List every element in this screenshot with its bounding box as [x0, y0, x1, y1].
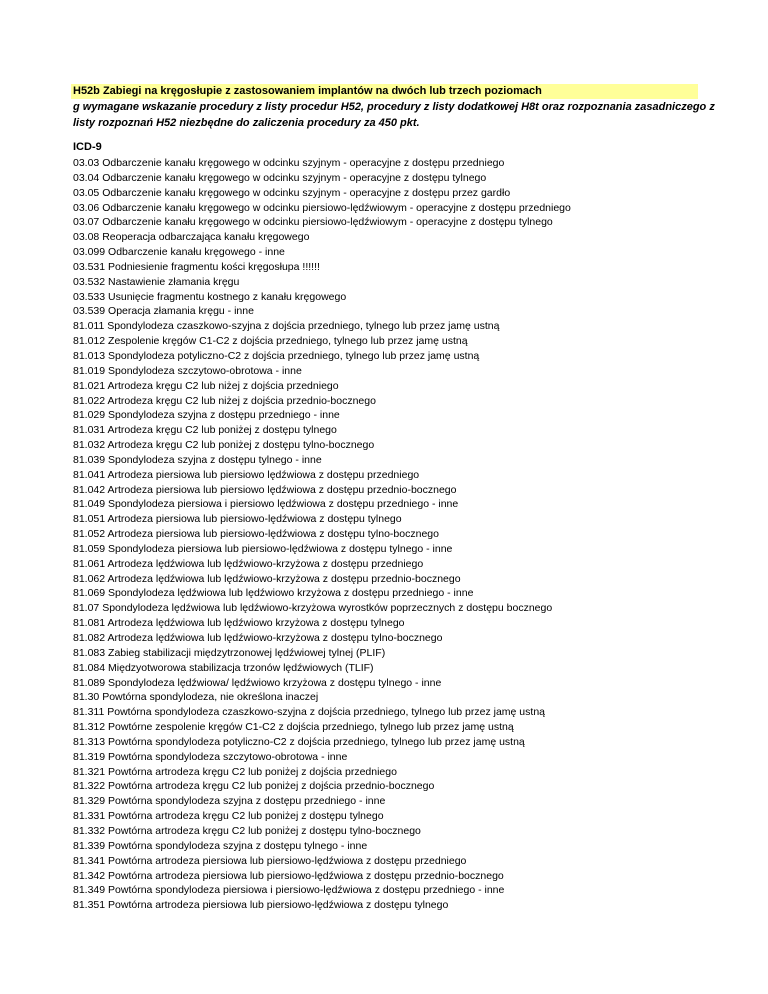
procedure-item: 03.05 Odbarczenie kanału kręgowego w odcinku szyjnym - operacyjne z dostępu przez gardło: [73, 186, 511, 199]
procedure-item: 81.022 Artrodeza kręgu C2 lub niżej z dojścia przednio-bocznego: [73, 394, 376, 407]
procedure-item: 81.042 Artrodeza piersiowa lub piersiowo lędźwiowa z dostępu przednio-bocznego: [73, 483, 457, 496]
procedure-item: 81.049 Spondylodeza piersiowa i piersiowo lędźwiowa z dostępu przedniego - inne: [73, 498, 459, 511]
procedure-item: 03.04 Odbarczenie kanału kręgowego w odcinku szyjnym - operacyjne z dostępu tylnego: [73, 171, 487, 184]
procedure-item: 81.059 Spondylodeza piersiowa lub piersiowo-lędźwiowa z dostępu tylnego - inne: [73, 542, 453, 555]
procedure-item: 81.089 Spondylodeza lędźwiowa/ lędźwiowo krzyżowa z dostępu tylnego - inne: [73, 676, 442, 689]
procedure-item: 81.021 Artrodeza kręgu C2 lub niżej z dojścia przedniego: [73, 379, 339, 392]
procedure-item: 81.041 Artrodeza piersiowa lub piersiowo lędźwiowa z dostępu przedniego: [73, 468, 420, 481]
document-title: H52b Zabiegi na kręgosłupie z zastosowaniem implantów na dwóch lub trzech poziomach: [71, 84, 698, 99]
procedure-list: [73, 156, 571, 913]
procedure-item: 81.07 Spondylodeza lędźwiowa lub lędźwiowo-krzyżowa wyrostków poprzecznych z dostępu bocznego: [73, 602, 553, 615]
procedure-item: 03.099 Odbarczenie kanału kręgowego - inne: [73, 246, 285, 259]
procedure-item: 81.313 Powtórna spondylodeza potyliczno-C2 z dojścia przedniego, tylnego lub przez jamę ustną: [73, 735, 525, 748]
section-header: ICD-9: [73, 141, 102, 153]
procedure-item: 81.011 Spondylodeza czaszkowo-szyjna z dojścia przedniego, tylnego lub przez jamę ustną: [73, 320, 500, 333]
procedure-item: 81.342 Powtórna artrodeza piersiowa lub piersiowo-lędźwiowa z dostępu przednio-bocznego: [73, 869, 504, 882]
procedure-item: 81.083 Zabieg stabilizacji międzytrzonowej lędźwiowej tylnej (PLIF): [73, 646, 386, 659]
procedure-item: 81.012 Zespolenie kręgów C1-C2 z dojścia przedniego, tylnego lub przez jamę ustną: [73, 335, 468, 348]
procedure-item: 81.062 Artrodeza lędźwiowa lub lędźwiowo-krzyżowa z dostępu przednio-bocznego: [73, 572, 461, 585]
requirement-note-line: g wymagane wskazanie procedury z listy procedur H52, procedury z listy dodatkowej H8t oraz rozpoznania zasadniczego z: [73, 101, 715, 113]
procedure-item: 03.06 Odbarczenie kanału kręgowego w odcinku piersiowo-lędźwiowym - operacyjne z dostępu przedniego: [73, 201, 571, 214]
requirement-note: [73, 100, 713, 131]
procedure-item: 81.019 Spondylodeza szczytowo-obrotowa - inne: [73, 364, 302, 377]
procedure-item: 81.032 Artrodeza kręgu C2 lub poniżej z dostępu tylno-bocznego: [73, 439, 375, 452]
procedure-item: 81.082 Artrodeza lędźwiowa lub lędźwiowo-krzyżowa z dostępu tylno-bocznego: [73, 632, 443, 644]
procedure-item: 81.351 Powtórna artrodeza piersiowa lub piersiowo-lędźwiowa z dostępu tylnego: [73, 899, 449, 912]
procedure-item: 81.039 Spondylodeza szyjna z dostępu tylnego - inne: [73, 453, 322, 466]
procedure-item: 03.539 Operacja złamania kręgu - inne: [73, 305, 254, 318]
procedure-item: 81.031 Artrodeza kręgu C2 lub poniżej z dostępu tylnego: [73, 424, 337, 437]
procedure-item: 81.084 Międzyotworowa stabilizacja trzonów lędźwiowych (TLIF): [73, 661, 374, 674]
procedure-item: 03.07 Odbarczenie kanału kręgowego w odcinku piersiowo-lędźwiowym - operacyjne z dostępu tylnego: [73, 216, 553, 229]
procedure-item: 81.069 Spondylodeza lędźwiowa lub lędźwiowo krzyżowa z dostępu przedniego - inne: [73, 587, 474, 600]
procedure-item: 81.30 Powtórna spondylodeza, nie określona inaczej: [73, 691, 319, 704]
procedure-item: 81.339 Powtórna spondylodeza szyjna z dostępu tylnego - inne: [73, 839, 368, 852]
procedure-item: 81.029 Spondylodeza szyjna z dostępu przedniego - inne: [73, 409, 340, 422]
procedure-item: 81.332 Powtórna artrodeza kręgu C2 lub poniżej z dostępu tylno-bocznego: [73, 824, 421, 837]
procedure-item: 81.312 Powtórne zespolenie kręgów C1-C2 z dojścia przedniego, tylnego lub przez jamę ustną: [73, 721, 514, 734]
procedure-item: 03.03 Odbarczenie kanału kręgowego w odcinku szyjnym - operacyjne z dostępu przedniego: [73, 157, 505, 169]
procedure-item: 81.329 Powtórna spondylodeza szyjna z dostępu przedniego - inne: [73, 795, 386, 808]
procedure-item: 03.531 Podniesienie fragmentu kości kręgosłupa !!!!!!: [73, 260, 320, 273]
procedure-item: 81.061 Artrodeza lędźwiowa lub lędźwiowo-krzyżowa z dostępu przedniego: [73, 557, 424, 570]
procedure-item: 81.321 Powtórna artrodeza kręgu C2 lub poniżej z dojścia przedniego: [73, 765, 397, 778]
procedure-item: 81.341 Powtórna artrodeza piersiowa lub piersiowo-lędźwiowa z dostępu przedniego: [73, 854, 467, 867]
procedure-item: 81.013 Spondylodeza potyliczno-C2 z dojścia przedniego, tylnego lub przez jamę ustną: [73, 349, 480, 362]
procedure-item: 81.052 Artrodeza piersiowa lub piersiowo-lędźwiowa z dostępu tylno-bocznego: [73, 528, 439, 541]
procedure-item: 81.331 Powtórna artrodeza kręgu C2 lub poniżej z dostępu tylnego: [73, 810, 384, 823]
procedure-item: 81.319 Powtórna spondylodeza szczytowo-obrotowa - inne: [73, 750, 348, 763]
procedure-item: 81.081 Artrodeza lędźwiowa lub lędźwiowo krzyżowa z dostępu tylnego: [73, 617, 405, 630]
procedure-item: 81.349 Powtórna spondylodeza piersiowa i piersiowo-lędźwiowa z dostępu przedniego - inne: [73, 884, 505, 897]
procedure-item: 03.532 Nastawienie złamania kręgu: [73, 275, 240, 288]
procedure-item: 81.051 Artrodeza piersiowa lub piersiowo-lędźwiowa z dostępu tylnego: [73, 513, 402, 526]
procedure-item: 81.311 Powtórna spondylodeza czaszkowo-szyjna z dojścia przedniego, tylnego lub przez jamę ustną: [73, 706, 545, 719]
requirement-note-line: listy rozpoznań H52 niezbędne do zaliczenia procedury za 450 pkt.: [73, 116, 420, 129]
procedure-item: 03.08 Reoperacja odbarczająca kanału kręgowego: [73, 231, 310, 244]
procedure-item: 81.322 Powtórna artrodeza kręgu C2 lub poniżej z dojścia przednio-bocznego: [73, 780, 435, 793]
procedure-item: 03.533 Usunięcie fragmentu kostnego z kanału kręgowego: [73, 290, 347, 303]
